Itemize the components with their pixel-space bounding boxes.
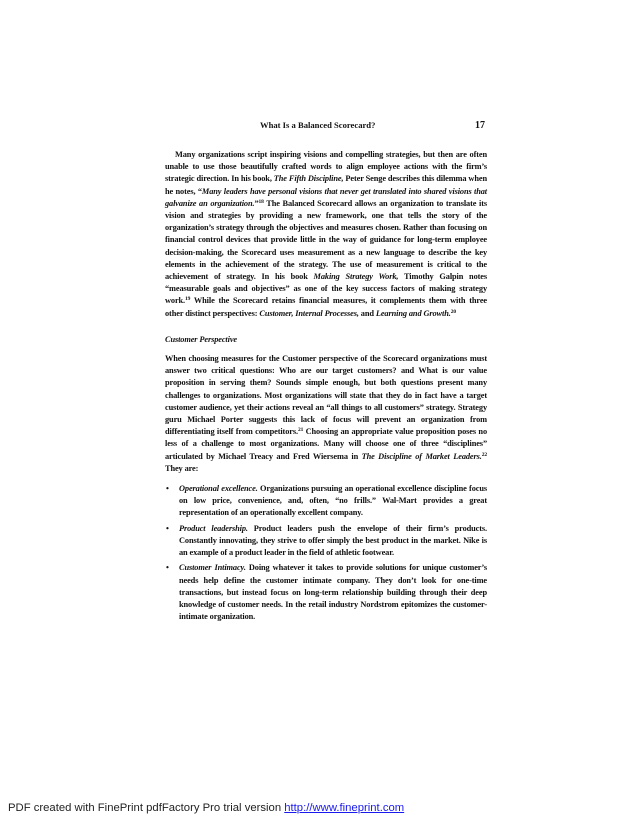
list-item: • Product leadership. Product leaders push the envelope of their firm’s products. Constantly innovating, they strive to offer simply the best product in the market. Nike is an example of a product leader in the field of athletic footwear. [166, 523, 488, 558]
running-header [165, 120, 485, 134]
list-term: Customer Intimacy. [179, 563, 246, 573]
list-item: • Customer Intimacy. Doing whatever it takes to provide solutions for unique customer’s needs help define the customer intimate company. They don’t look for one-time transactions, but instead focus on long-term relationship building through their deep knowledge of customer needs. In the retail industry Nordstrom epitomizes the customer-intimate organization. [166, 563, 487, 622]
body-text [165, 149, 487, 626]
footnote-ref: 22 [481, 451, 487, 458]
perspective-name: Learning and Growth. [375, 308, 451, 318]
list-item: • Operational excellence. Organizations pursuing an operational excellence discipline focus on low price, convenience, and, often, “no frills.” Wal-Mart provides a great representation of an operationally excellent company. [166, 484, 487, 518]
book-title: Making Strategy Work, [313, 272, 399, 282]
page-number: 17 [475, 120, 485, 131]
paragraph-customer: When choosing measures for the Customer perspective of the Scorecard organizations must answer two critical questions: Who are our target customers? and What is our value proposition in serving them? Sounds simple enough, but both questions present many challenges to organizations. Most organizations will state that they do in fact have a target customer audience, yet their actions reveal an “all things to all customers” strategy. Strategy guru Michael Porter suggests this lack of focus will prevent an organization from differentiating itself from competitors.$^{21}$ Choosing an appropriate value proposition poses no less of a challenge to most organizations. Many will choose one of three “disciplines” articulated by Michael Treacy and Fred Wiersema in The Discipline of Market Leaders.$^{22}$ They are: [165, 354, 487, 473]
bullet-icon: • [166, 563, 169, 573]
footnote-ref: 21 [297, 427, 304, 434]
footnote-ref: 19 [185, 296, 191, 303]
section-heading: Customer Perspective [165, 334, 237, 344]
footnote-ref: 20 [450, 308, 456, 315]
bullet-icon: • [166, 523, 169, 533]
pdf-footer: PDF created with FinePrint pdfFactory Pro trial version http://www.fineprint.com [8, 802, 405, 814]
list-term: Operational excellence. [179, 484, 258, 494]
list-term: Product leadership. [179, 523, 248, 533]
chapter-title: What Is a Balanced Scorecard? [260, 120, 376, 130]
quote: Many leaders have personal visions that never get translated into shared visions that galvanize an organization. [165, 186, 487, 208]
book-title: The Fifth Discipline, [273, 174, 344, 184]
bullet-icon: • [166, 484, 169, 494]
perspective-names: Customer, Internal Processes, [259, 308, 359, 318]
discipline-list [165, 483, 487, 623]
paragraph-intro: Many organizations script inspiring visions and compelling strategies, but then are often unable to use those beautifully crafted words to align employee actions with the firm’s strategic direction. In his book, The Fifth Discipline, Peter Senge describes this dilemma when he notes, “Many leaders have personal visions that never get translated into shared visions that galvanize an organization.”$^{18}$ The Balanced Scorecard allows an organization to translate its vision and strategies by providing a new framework, one that tells the story of the organization’s strategy through the objectives and measures chosen. Rather than focusing on financial control devices that provide little in the way of guidance for long-term employee decision-making, the Scorecard uses measurement as a new language to describe the key elements in the achievement of the strategy. The use of measurement is critical to the achievement of strategy. In his book Making Strategy Work, Timothy Galpin notes “measurable goals and objectives” as one of the key success factors of making strategy work.$^{19}$ While the Scorecard retains financial measures, it complements them with three other distinct perspectives: Customer, Internal Processes, and Learning and Growth.$^{20}$ [165, 150, 487, 318]
footnote-ref: 18 [258, 198, 264, 205]
book-title: The Discipline of Market Leaders. [361, 451, 482, 461]
footer-link[interactable]: http://www.fineprint.com [284, 802, 405, 814]
